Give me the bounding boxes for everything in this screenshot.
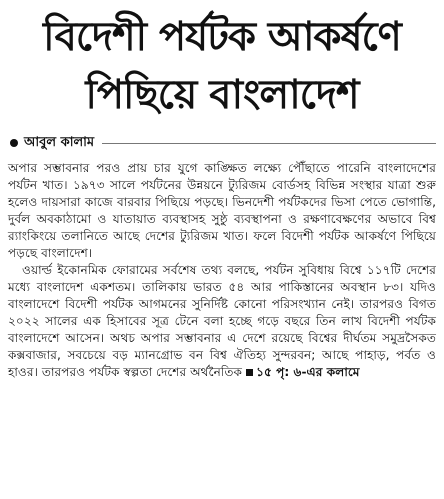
byline: আবুল কালাম: [24, 135, 95, 150]
continuation-jump: ১৫ পৃ: ৬-এর কলামে: [256, 365, 360, 379]
paragraph-2: [8, 262, 436, 381]
headline-line-1: বিদেশী পর্যটক আকর্ষণে: [43, 13, 401, 60]
square-bullet-icon: [246, 369, 253, 376]
article-clipping: [0, 8, 444, 499]
paragraph-1: অপার সম্ভাবনার পরও প্রায় চার যুগে কাঙ্ক্ষিত লক্ষ্যে পৌঁছাতে পারেনি বাংলাদেশের পর্যটন খাত। ১৯৭৩ সালে পর্যটনের উন্নয়নে ট্যুরিজম বোর্ডসহ বিভিন্ন সংস্থার যাত্রা শুরু হলেও দায়সারা কাজে বারবার পিছিয়ে পড়ছে। ভিনদেশী পর্যটকদের ভিসা পেতে ভোগান্তি, দুর্বল অবকাঠামো ও যাতায়াত ব্যবস্থাসহ সুষ্ঠু ব্যবস্থাপনা ও রক্ষণাবেক্ষণের অভাবে বিশ্ব র‍্যাংকিংয়ে তলানিতে আছে দেশের ট্যুরিজম খাত। ফলে বিদেশী পর্যটক আকর্ষণে পিছিয়ে পড়ছে বাংলাদেশ।: [8, 161, 436, 260]
headline-line-2: পিছিয়ে বাংলাদেশ: [85, 71, 359, 118]
article-body: [8, 160, 436, 381]
divider: [102, 143, 436, 144]
byline-row: [8, 134, 436, 152]
bullet-icon: [10, 139, 18, 147]
headline: [8, 8, 436, 124]
paragraph-2-text: ওয়ার্ল্ড ইকোনমিক ফোরামের সর্বশেষ তথ্য বলছে, পর্যটন সুবিধায় বিশ্বে ১১৭টি দেশের মধ্যে বাংলাদেশ একশতম। তালিকায় ভারত ৫৪ আর পাকিস্তানের অবস্থান ৮৩। যদিও বাংলাদেশে বিদেশী পর্যটক আগমনের সুনির্দিষ্ট কোনো পরিসংখ্যান নেই। তারপরও বিগত ২০২২ সালের এক হিসাবের সূত্র টেনে বলা হচ্ছে গড়ে বছরে তিন লাখ বিদেশী পর্যটক বাংলাদেশে আসেন। অথচ অপার সম্ভাবনার এ দেশে রয়েছে বিশ্বের দীর্ঘতম সমুদ্রসৈকত কক্সবাজার, সবচেয়ে বড় ম্যানগ্রোভ বন বিশ্ব ঐতিহ্য সুন্দরবন; আছে পাহাড়, পর্বত ও হাওর। তারপরও পর্যটক স্বল্পতা দেশের অর্থনৈতিক: [8, 263, 436, 379]
